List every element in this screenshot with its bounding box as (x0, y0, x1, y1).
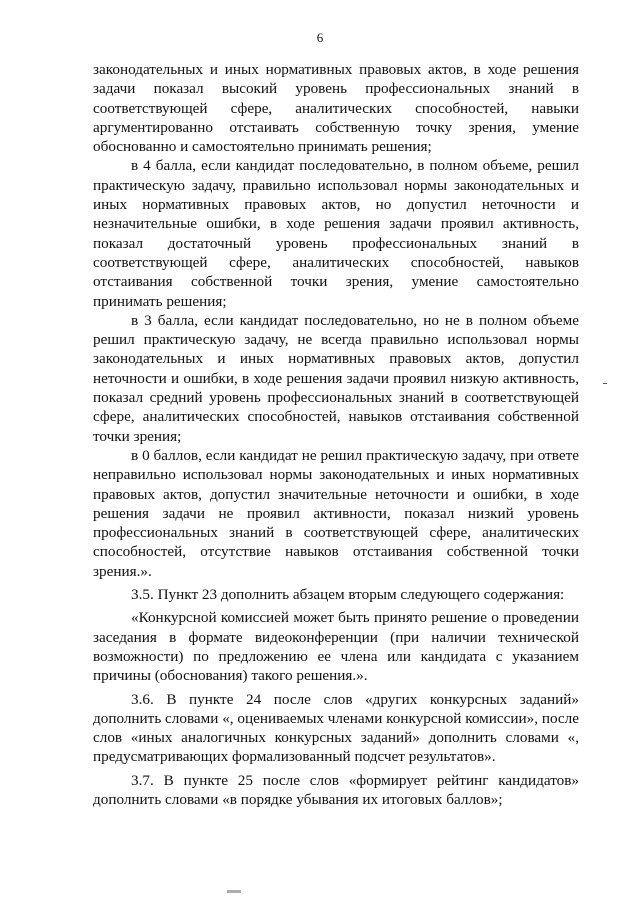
paragraph-item-3-7: 3.7. В пункте 25 после слов «формирует рейтинг кандидатов» дополнить словами «в порядке убывания их итоговых баллов»; (93, 771, 579, 808)
margin-mark (603, 383, 607, 384)
paragraph-score-4: в 4 балла, если кандидат последовательно, в полном объеме, решил практическую задачу, правильно использовал нормы законодательных и иных нормативных правовых актов, но допустил неточности и незначительные ошибки, в ходе решения задачи проявил активность, показал достаточный уровень профессиональных знаний в соответствующей сфере, аналитических способностей, навыков отстаивания собственной точки зрения, умение самостоятельно принимать решения; (93, 157, 579, 310)
paragraph-quote-videoconference: «Конкурсной комиссией может быть принято решение о проведении заседания в формате видеоконференции (при наличии технической возможности) по предложению ее члена или кандидата с указанием причины (обоснования) такого решения.». (93, 609, 579, 685)
page-number: 6 (316, 30, 324, 45)
paragraph-item-3-5: 3.5. Пункт 23 дополнить абзацем вторым следующего содержания: (131, 586, 565, 604)
paragraph-item-3-6: 3.6. В пункте 24 после слов «других конкурсных заданий» дополнить словами «, оцениваемых членами конкурсной комиссии», после слов «иных аналогичных конкурсных заданий» дополнить словами «, предусматривающих формализованный подсчет результатов». (93, 690, 579, 766)
paragraph-score-0: в 0 баллов, если кандидат не решил практическую задачу, при ответе неправильно использовал нормы законодательных и иных нормативных правовых актов, допустил значительные неточности и ошибки, в ходе решения задачи не проявил активности, показал низкий уровень профессиональных знаний в соответствующей сфере, аналитических способностей, отсутствие навыков отстаивания собственной точки зрения.». (93, 446, 579, 580)
document-body (93, 60, 579, 809)
paragraph-score-3: в 3 балла, если кандидат последовательно, но не в полном объеме решил практическую задачу, не всегда правильно использовал нормы законодательных и иных нормативных правовых актов, допустил неточности и ошибки, в ходе решения задачи проявил низкую активность, показал средний уровень профессиональных знаний в соответствующей сфере, аналитических способностей, навыков отстаивания собственной точки зрения; (93, 311, 579, 445)
paragraph-continuation: законодательных и иных нормативных правовых актов, в ходе решения задачи показал высокий уровень профессиональных знаний в соответствующей сфере, аналитических способностей, навыки аргументированно отстаивать собственную точку зрения, умение обоснованно и самостоятельно принимать решения; (93, 61, 579, 156)
scan-artifact (227, 890, 241, 893)
